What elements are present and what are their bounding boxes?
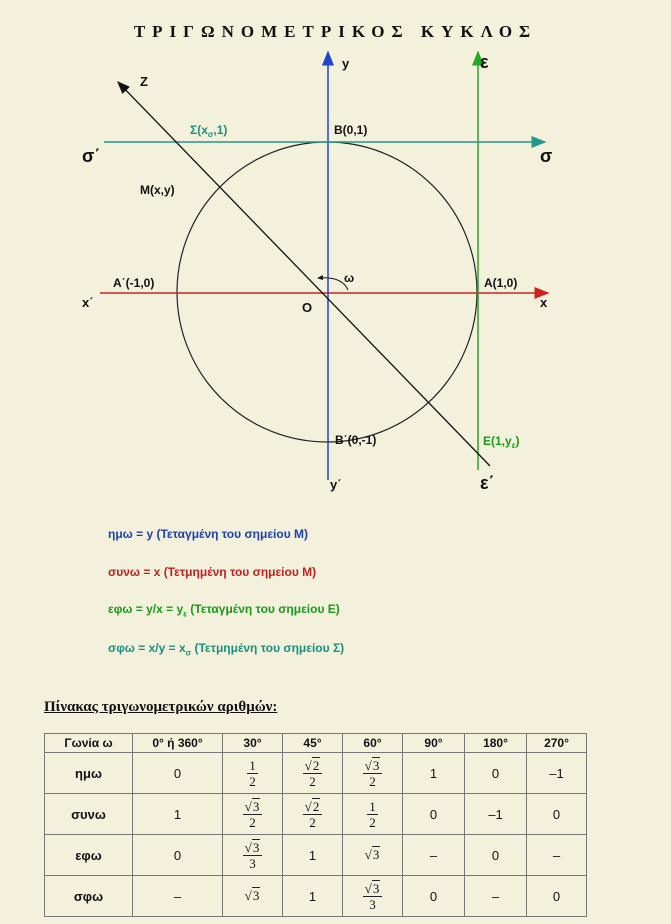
table-cell: 0 — [403, 794, 465, 835]
tangent-definition: $\varepsilon\varphi\omega = y/x = y_\varepsilon$ (Τεταγμένη του σημείου E) — [108, 602, 340, 619]
table-cell: $\frac{√2}{2}$ — [283, 753, 343, 794]
header-cell: 180° — [465, 734, 527, 753]
header-cell: 60° — [343, 734, 403, 753]
header-cell: 45° — [283, 734, 343, 753]
unit-circle — [177, 142, 477, 442]
table-cell: $\frac{√3}{2}$ — [343, 753, 403, 794]
epsilon-prime-label: ε΄ — [480, 473, 495, 493]
table-cell: 1 — [403, 753, 465, 794]
row-label: συνω — [45, 794, 133, 835]
terminal-side — [118, 82, 490, 466]
table-cell: 1 — [283, 876, 343, 917]
table-cell: – — [527, 835, 587, 876]
point-A-label: A(1,0) — [484, 276, 518, 290]
point-sigma-label: $\Sigma(x_\sigma,1)$ — [190, 123, 228, 139]
x-label: x — [540, 295, 548, 310]
cosine-definition: συνω = x (Τετμημένη του σημείου M) — [108, 565, 317, 579]
point-B-label: B(0,1) — [334, 123, 368, 137]
table-header-row — [45, 734, 587, 753]
omega-label: ω — [344, 271, 355, 285]
table-row — [45, 753, 587, 794]
cotangent-definition: $\sigma\varphi\omega = x/y = x_\sigma$ (Τετμημένη του σημείου Σ) — [108, 641, 345, 658]
point-A-prime-label: A΄(-1,0) — [113, 276, 155, 290]
table-cell: 0 — [133, 753, 223, 794]
header-cell: Γωνία ω — [45, 734, 133, 753]
z-label: Z — [140, 74, 148, 89]
sigma-label: σ — [540, 146, 553, 166]
table-cell: $\frac{1}{2}$ — [343, 794, 403, 835]
header-cell: 270° — [527, 734, 587, 753]
point-E-label: $E(1,y_\varepsilon)$ — [483, 434, 520, 450]
table-cell: 0 — [465, 753, 527, 794]
table-cell: $\frac{1}{2}$ — [223, 753, 283, 794]
table-cell: 0 — [403, 876, 465, 917]
table-cell: $\frac{√2}{2}$ — [283, 794, 343, 835]
table-cell: 0 — [465, 835, 527, 876]
table-row — [45, 876, 587, 917]
sine-definition: ημω = y (Τεταγμένη του σημείου M) — [108, 527, 309, 541]
table-cell: 0 — [527, 876, 587, 917]
table-cell: – — [465, 876, 527, 917]
point-M-label: M(x,y) — [140, 183, 175, 197]
table-cell: √3 — [223, 876, 283, 917]
page-title: ΤΡΙΓΩΝΟΜΕΤΡΙΚΟΣ ΚΥΚΛΟΣ — [133, 22, 538, 41]
header-cell: 30° — [223, 734, 283, 753]
origin-label: O — [302, 300, 313, 315]
x-prime-label: x΄ — [82, 295, 94, 310]
table-cell: 1 — [283, 835, 343, 876]
epsilon-label: ε — [480, 52, 489, 72]
row-label: εφω — [45, 835, 133, 876]
table-row — [45, 835, 587, 876]
y-prime-label: y΄ — [330, 477, 342, 492]
table-cell: 1 — [133, 794, 223, 835]
header-cell: 90° — [403, 734, 465, 753]
table-cell: – — [133, 876, 223, 917]
table-cell: –1 — [527, 753, 587, 794]
table-cell: 0 — [527, 794, 587, 835]
row-label: σφω — [45, 876, 133, 917]
point-B-prime-label: B΄(0,-1) — [335, 433, 377, 447]
sigma-prime-label: σ΄ — [82, 146, 101, 166]
trig-values-table — [44, 733, 587, 917]
table-cell: $\frac{√3}{2}$ — [223, 794, 283, 835]
table-cell: $\frac{√3}{3}$ — [223, 835, 283, 876]
table-cell: – — [403, 835, 465, 876]
row-label: ημω — [45, 753, 133, 794]
table-cell: $\frac{√3}{3}$ — [343, 876, 403, 917]
table-cell: √3 — [343, 835, 403, 876]
table-cell: 0 — [133, 835, 223, 876]
header-cell: 0° ή 360° — [133, 734, 223, 753]
table-heading: Πίνακας τριγωνομετρικών αριθμών: — [44, 699, 278, 715]
y-label: y — [342, 56, 350, 71]
table-cell: –1 — [465, 794, 527, 835]
table-row — [45, 794, 587, 835]
